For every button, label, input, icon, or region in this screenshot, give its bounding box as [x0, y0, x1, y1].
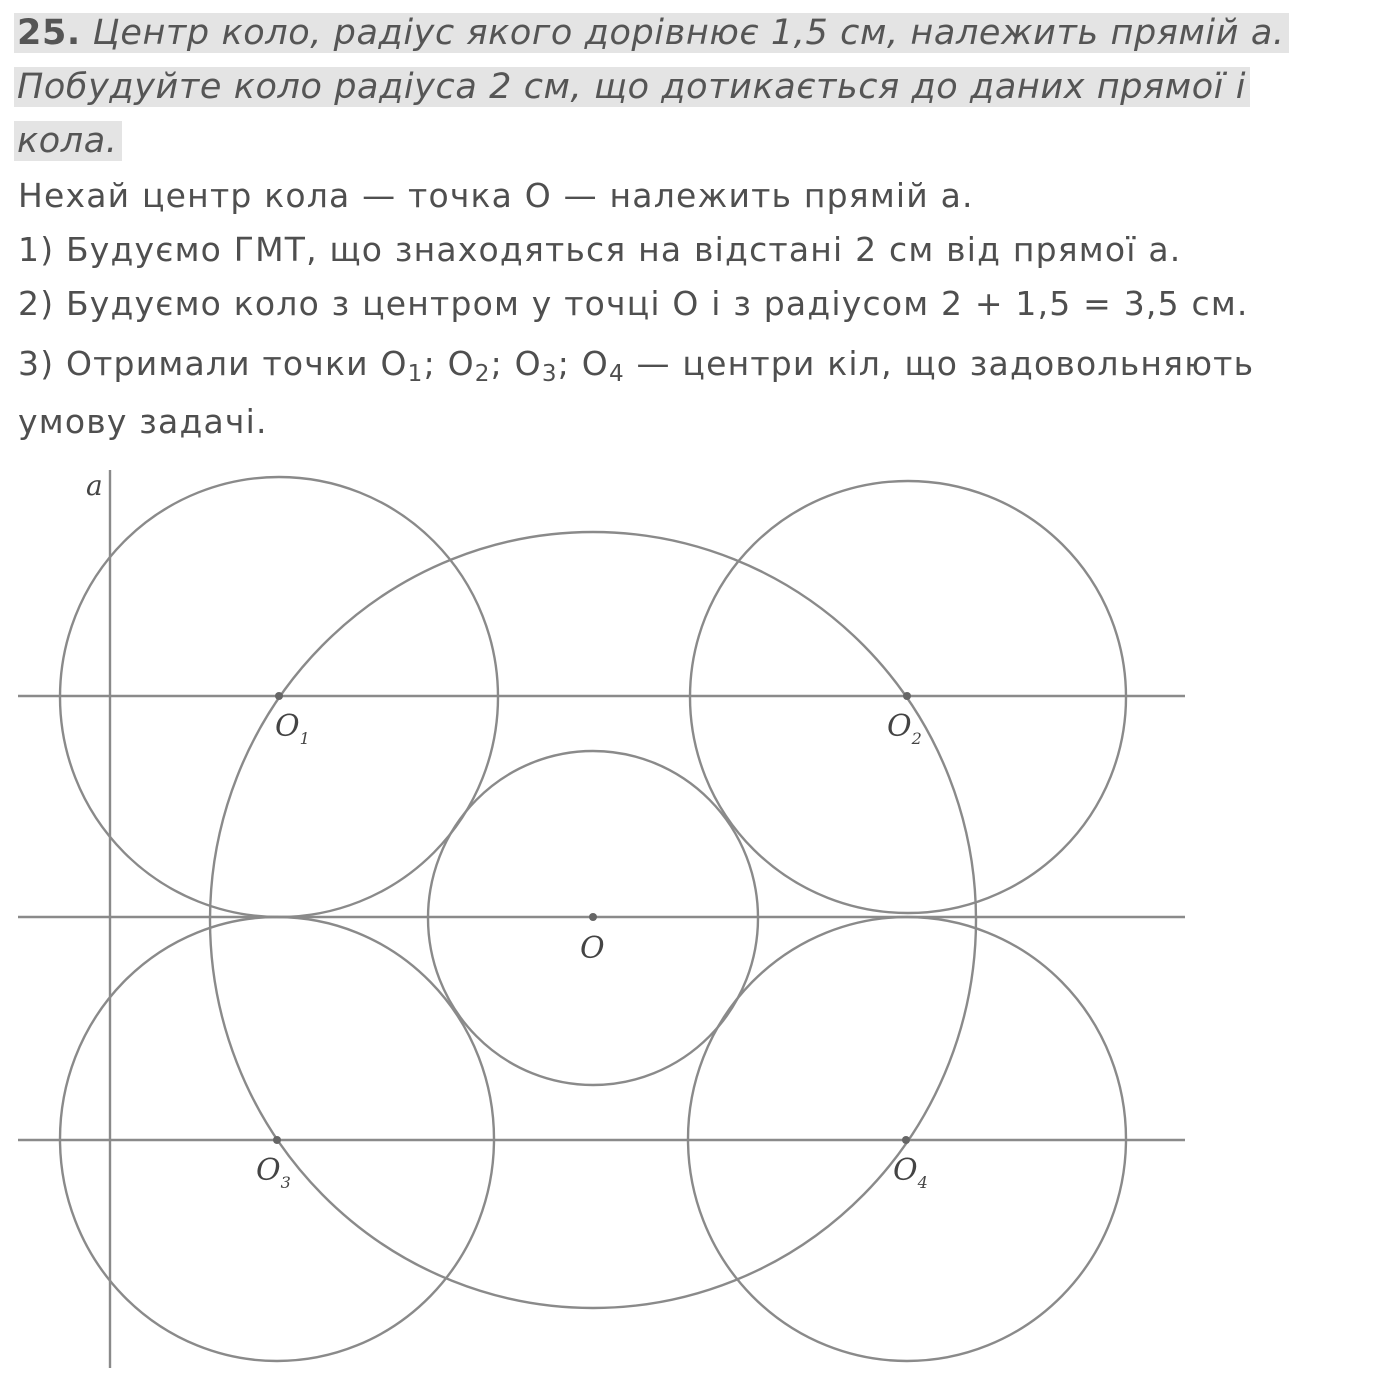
point-o2 — [903, 692, 911, 700]
solution-step-1: 1) Будуємо ГМТ, що знаходяться на відстані 2 см від прямої a. — [18, 230, 1182, 269]
label-o1 — [275, 709, 310, 748]
statement-line-3: кола. — [14, 121, 122, 161]
label-o3-main: O — [256, 1153, 281, 1188]
step3-sep-3: ; O — [557, 344, 609, 383]
point-o1 — [275, 692, 283, 700]
label-o3 — [256, 1153, 291, 1192]
statement-line-1: Центр коло, радіус якого дорівнює 1,5 см, належить прямій a. — [92, 13, 1285, 53]
point-o — [589, 913, 597, 921]
step3-sub-4: 4 — [608, 360, 625, 387]
problem-number: 25. — [17, 13, 81, 53]
label-o3-sub: 3 — [280, 1173, 291, 1192]
step3-sub-1: 1 — [407, 360, 424, 387]
solution-step-2: 2) Будуємо коло з центром у точці O і з радіусом 2 + 1,5 = 3,5 см. — [18, 284, 1249, 323]
solution-step-3-line-2: умову задачі. — [18, 402, 268, 441]
statement-line-2: Побудуйте коло радіуса 2 см, що дотикається до даних прямої і — [14, 67, 1250, 107]
point-o4 — [902, 1136, 910, 1144]
label-o4-main: O — [893, 1153, 918, 1188]
step3-sep-2: ; O — [490, 344, 542, 383]
label-o1-sub: 1 — [299, 729, 310, 748]
step3-suffix: — центри кіл, що задовольняють — [624, 344, 1255, 383]
label-o2 — [887, 709, 922, 748]
label-o: O — [580, 931, 605, 966]
step3-sub-3: 3 — [541, 360, 558, 387]
label-o4 — [893, 1153, 928, 1192]
label-o2-main: O — [887, 709, 912, 744]
step3-sep-1: ; O — [423, 344, 475, 383]
step3-prefix: 3) Отримали точки O — [18, 344, 408, 383]
point-o3 — [273, 1136, 281, 1144]
label-o2-sub: 2 — [911, 729, 922, 748]
label-o1-main: O — [275, 709, 300, 744]
solution-intro: Нехай центр кола — точка O — належить прямій a. — [18, 176, 974, 215]
step3-sub-2: 2 — [474, 360, 491, 387]
label-o4-sub: 4 — [917, 1173, 928, 1192]
label-a: a — [86, 469, 103, 502]
